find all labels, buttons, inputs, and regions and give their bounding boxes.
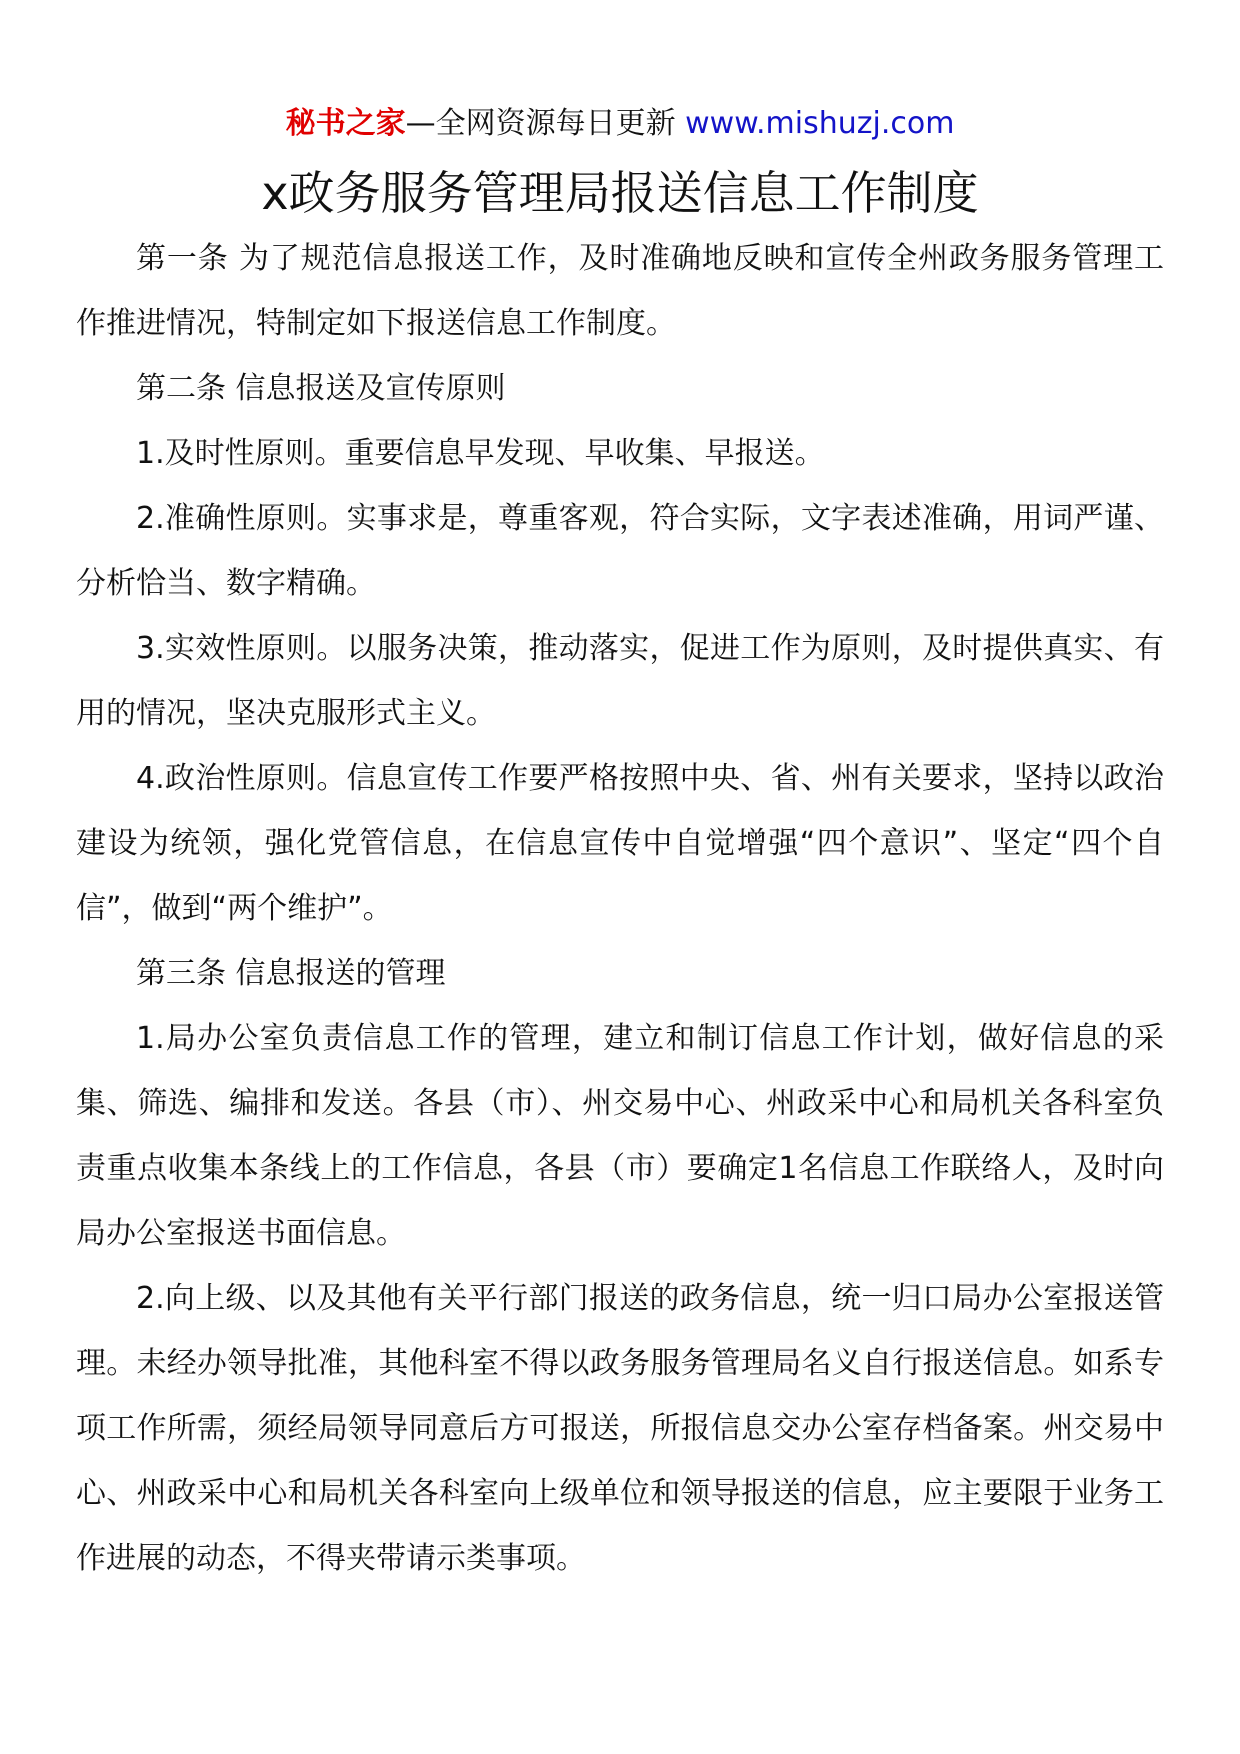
site-url-link[interactable]: www.mishuzj.com xyxy=(685,106,955,141)
paragraph-article-1: 第一条 为了规范信息报送工作，及时准确地反映和宣传全州政务服务管理工作推进情况，特制定如下报送信息工作制度。 xyxy=(76,241,1164,341)
site-slogan: —全网资源每日更新 xyxy=(405,106,676,141)
paragraph-principle-1: 1.及时性原则。重要信息早发现、早收集、早报送。 xyxy=(136,436,825,471)
site-brand: 秘书之家 xyxy=(285,106,406,141)
paragraph-principle-3: 3.实效性原则。以服务决策，推动落实，促进工作为原则，及时提供真实、有用的情况，坚决克服形式主义。 xyxy=(76,631,1164,731)
paragraph-principle-4: 4.政治性原则。信息宣传工作要严格按照中央、省、州有关要求，坚持以政治建设为统领，强化党管信息，在信息宣传中自觉增强“四个意识”、坚定“四个自信”，做到“两个维护”。 xyxy=(76,761,1164,926)
paragraph-article-3-heading: 第三条 信息报送的管理 xyxy=(136,956,446,991)
document-title: x政务服务管理局报送信息工作制度 xyxy=(261,166,979,220)
site-header xyxy=(76,102,1164,146)
paragraph-management-1: 1.局办公室负责信息工作的管理，建立和制订信息工作计划，做好信息的采集、筛选、编排和发送。各县（市）、州交易中心、州政采中心和局机关各科室负责重点收集本条线上的工作信息，各县（市）要确定1名信息工作联络人，及时向局办公室报送书面信息。 xyxy=(76,1021,1164,1251)
document-body xyxy=(76,226,1164,1591)
paragraph-management-2: 2.向上级、以及其他有关平行部门报送的政务信息，统一归口局办公室报送管理。未经办领导批准，其他科室不得以政务服务管理局名义自行报送信息。如系专项工作所需，须经局领导同意后方可报送，所报信息交办公室存档备案。州交易中心、州政采中心和局机关各科室向上级单位和领导报送的信息，应主要限于业务工作进展的动态，不得夹带请示类事项。 xyxy=(76,1281,1164,1576)
paragraph-principle-2: 2.准确性原则。实事求是，尊重客观，符合实际，文字表述准确，用词严谨、分析恰当、数字精确。 xyxy=(76,501,1164,601)
paragraph-article-2-heading: 第二条 信息报送及宣传原则 xyxy=(136,371,506,406)
